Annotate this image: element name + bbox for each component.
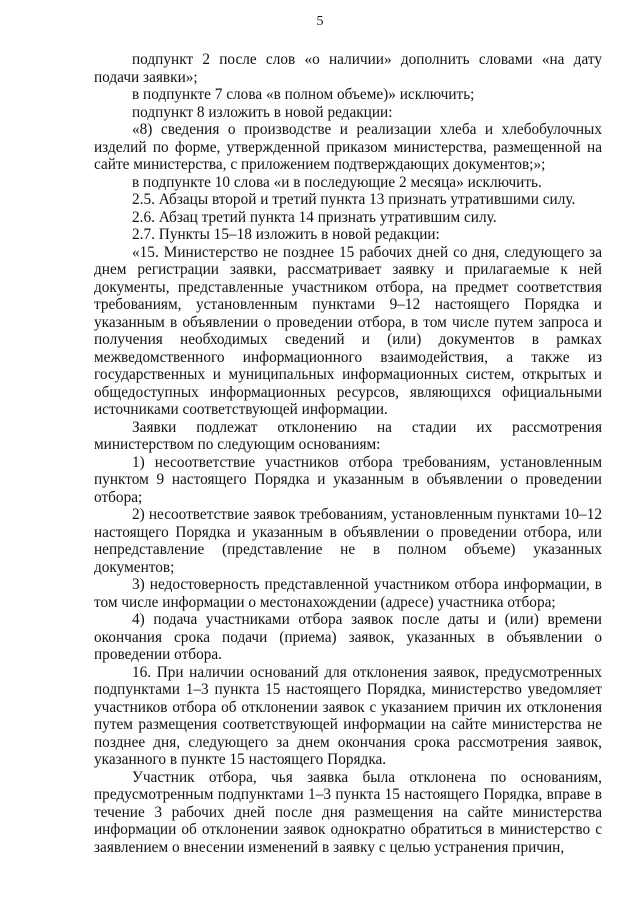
paragraph: «15. Министерство не позднее 15 рабочих дней со дня, следующего за днем регистрации заявки, рассматривает заявку и прилагаемые к ней документы, представленные участником отбора, на предмет соответствия требованиям, установленным пунктами 9–12 настоящего Порядка и указанным в объявлении о проведении отбора, в том числе путем запроса и получения необходимых сведений и (или) документов в рамках межведомственного информационного взаимодействия, а также из государственных и муниципальных информационных систем, открытых и общедоступных информационных ресурсов, являющихся официальными источниками соответствующей информации. — [94, 243, 602, 418]
paragraph: 1) несоответствие участников отбора требованиям, установленным пунктом 9 настоящего Порядка и указанным в объявлении о проведении отбора; — [94, 453, 602, 506]
document-body — [94, 51, 602, 856]
paragraph: «8) сведения о производстве и реализации хлеба и хлебобулочных изделий по форме, утвержденной приказом министерства, размещенной на сайте министерства, с приложением подтверждающих документов;»; — [94, 121, 602, 173]
paragraph: подпункт 2 после слов «о наличии» дополнить словами «на дату подачи заявки»; — [94, 51, 602, 86]
paragraph: 2.6. Абзац третий пункта 14 признать утратившим силу. — [132, 208, 497, 226]
paragraph: 4) подача участниками отбора заявок после даты и (или) времени окончания срока подачи (приема) заявок, указанных в объявлении о проведении отбора. — [94, 611, 602, 663]
paragraph: Участник отбора, чья заявка была отклонена по основаниям, предусмотренным подпунктами 1–3 пункта 15 настоящего Порядка, вправе в течение 3 рабочих дней после дня размещения на сайте министерства информации об отклонении заявок однократно обратиться в министерство с заявлением о внесении изменений в заявку с целью устранения причин, — [94, 768, 602, 856]
paragraph: 2.5. Абзацы второй и третий пункта 13 признать утратившими силу. — [132, 191, 576, 208]
paragraph: в подпункте 10 слова «и в последующие 2 месяца» исключить. — [132, 173, 542, 191]
page-number: 5 — [316, 14, 324, 29]
paragraph: 3) недостоверность представленной участником отбора информации, в том числе информации о местонахождении (адресе) участника отбора; — [94, 576, 602, 611]
paragraph: Заявки подлежат отклонению на стадии их рассмотрения министерством по следующим основаниям: — [94, 418, 602, 453]
paragraph: 2) несоответствие заявок требованиям, установленным пунктами 10–12 настоящего Порядка и указанным в объявлении о проведении отбора, или непредставление (представление не в полном объеме) указанных документов; — [94, 506, 602, 576]
paragraph: подпункт 8 изложить в новой редакции: — [132, 103, 393, 121]
paragraph: в подпункте 7 слова «в полном объеме)» исключить; — [132, 86, 475, 103]
paragraph: 16. При наличии оснований для отклонения заявок, предусмотренных подпунктами 1–3 пункта 15 настоящего Порядка, министерство уведомляет участников отбора об отклонении заявок с указанием причин их отклонения путем размещения соответствующей информации на сайте министерства не позднее дня, следующего за днем окончания срока рассмотрения заявок, указанного в пункте 15 настоящего Порядка. — [94, 663, 602, 768]
paragraph: 2.7. Пункты 15–18 изложить в новой редакции: — [132, 226, 440, 243]
